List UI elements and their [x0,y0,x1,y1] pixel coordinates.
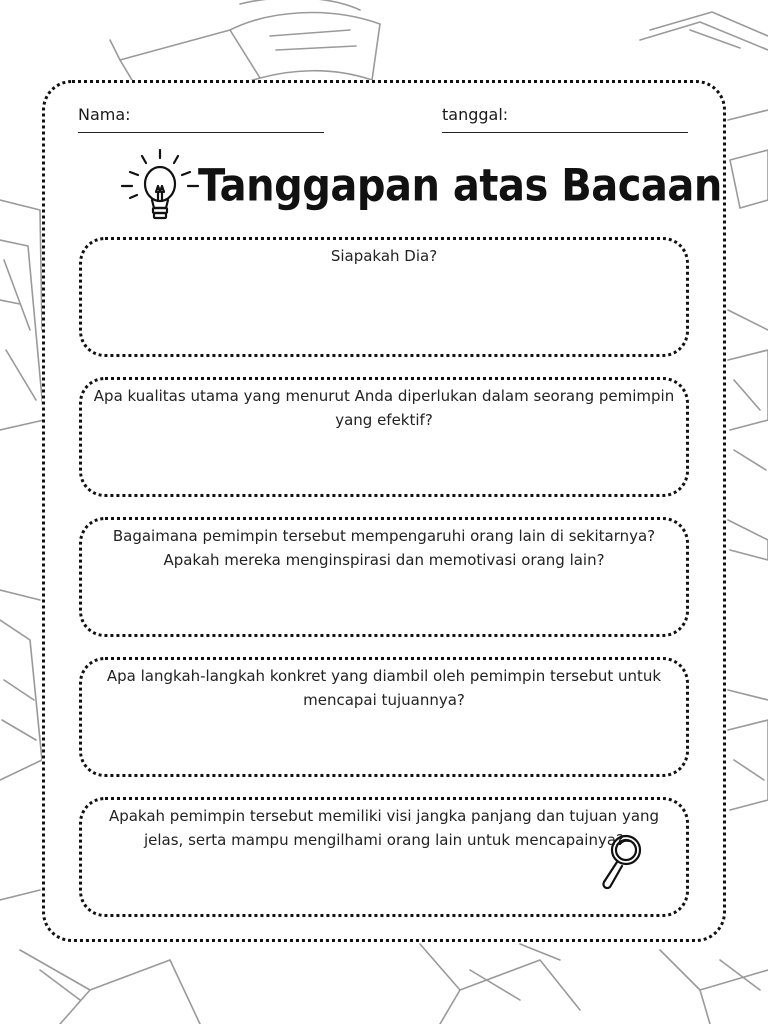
answer-box-1[interactable] [79,237,689,357]
question-text: Apakah pemimpin tersebut memiliki visi jangka panjang dan tujuan yang jelas, serta mampu mengilhami orang lain untuk mencapainya? [108,807,660,849]
open-book-doodle-icon [0,200,44,430]
date-field[interactable] [442,104,688,133]
answer-box-2[interactable] [79,377,689,497]
date-label: tanggal: [442,105,509,124]
answer-box-3[interactable] [79,517,689,637]
question-text: Siapakah Dia? [330,247,438,265]
open-book-doodle-icon [0,590,42,780]
open-book-doodle-icon [660,950,768,1024]
open-book-doodle-icon [728,690,768,810]
page-title: Tanggapan atas Bacaan [198,160,722,212]
name-field[interactable] [78,104,324,133]
magnifying-glass-icon [598,832,644,894]
title-block [118,146,722,230]
question-text: Apa kualitas utama yang menurut Anda diperlukan dalam seorang pemimpin yang efektif? [93,387,675,429]
answer-box-4[interactable] [79,657,689,777]
name-label: Nama: [78,105,131,124]
question-text: Bagaimana pemimpin tersebut mempengaruhi orang lain di sekitarnya? Apakah mereka menginspirasi dan memotivasi orang lain? [112,527,656,569]
lightbulb-icon [118,146,204,226]
question-text: Apa langkah-langkah konkret yang diambil oleh pemimpin tersebut untuk mencapai tujuannya? [106,667,662,709]
open-book-doodle-icon [420,944,580,1024]
open-book-doodle-icon [728,310,768,560]
